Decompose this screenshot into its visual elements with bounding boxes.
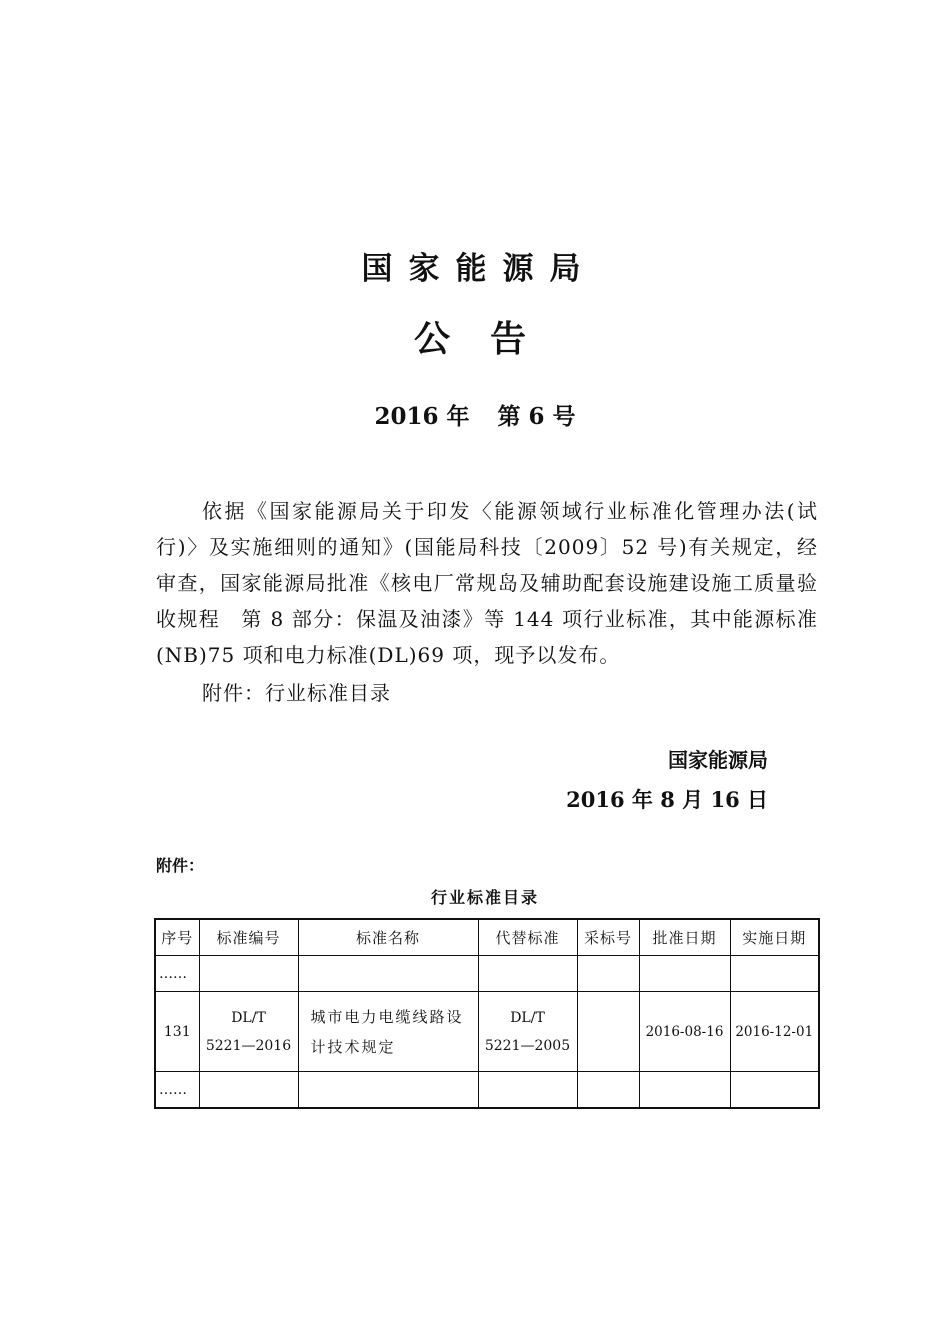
column-header-implementation-date: 实施日期 (730, 919, 819, 956)
row-approval-date: 2016-08-16 (639, 992, 730, 1072)
attachment-line: 附件：行业标准目录 (202, 681, 391, 705)
column-header-adoption-no: 采标号 (577, 919, 639, 956)
table-row-ellipsis-bottom (155, 1072, 819, 1109)
table-row-ellipsis-top (155, 956, 819, 992)
row-standard-no-number: 5221—2016 (205, 1037, 292, 1054)
row-adoption-no (577, 992, 639, 1072)
table-row (155, 992, 819, 1072)
row-index: 131 (155, 992, 199, 1072)
row-standard-no-prefix: DL/T (231, 1009, 266, 1026)
column-header-replaces: 代替标准 (478, 919, 577, 956)
row-replaces (478, 992, 577, 1072)
document-number (0, 398, 950, 431)
signature-date: 2016 年 8 月 16 日 (566, 787, 768, 812)
column-header-standard-name: 标准名称 (298, 919, 478, 956)
table-title: 行业标准目录 (430, 888, 539, 907)
announcement-body: 依据《国家能源局关于印发〈能源领域行业标准化管理办法(试行)〉及实施细则的通知》(国能局科技〔2009〕52 号)有关规定，经审查，国家能源局批准《核电厂常规岛及辅助配套设施建设施工质量验收规程 第 8 部分：保温及油漆》等 144 项行业标准，其中能源标准(NB)75 项和电力标准(DL)69 项，现予以发布。 (156, 499, 818, 667)
row-implementation-date: 2016-12-01 (730, 992, 819, 1072)
ellipsis-cell: …… (155, 956, 199, 992)
standards-catalog-table (154, 918, 820, 1109)
signature-organization: 国家能源局 (668, 748, 768, 772)
table-header-row (155, 919, 819, 956)
row-standard-name: 城市电力电缆线路设计技术规定 (298, 992, 478, 1072)
row-replaces-prefix: DL/T (510, 1009, 545, 1026)
column-header-index: 序号 (155, 919, 199, 956)
document-year: 2016 年 (374, 403, 470, 430)
document-issue-number: 第 6 号 (497, 403, 576, 430)
row-standard-no (199, 992, 298, 1072)
issuing-organization-title: 国家能源局 (361, 251, 597, 287)
ellipsis-cell: …… (155, 1072, 199, 1109)
row-replaces-number: 5221—2005 (484, 1037, 571, 1054)
column-header-approval-date: 批准日期 (639, 919, 730, 956)
document-type-title: 公告 (413, 319, 566, 360)
appendix-label: 附件： (156, 856, 205, 875)
column-header-standard-no: 标准编号 (199, 919, 298, 956)
